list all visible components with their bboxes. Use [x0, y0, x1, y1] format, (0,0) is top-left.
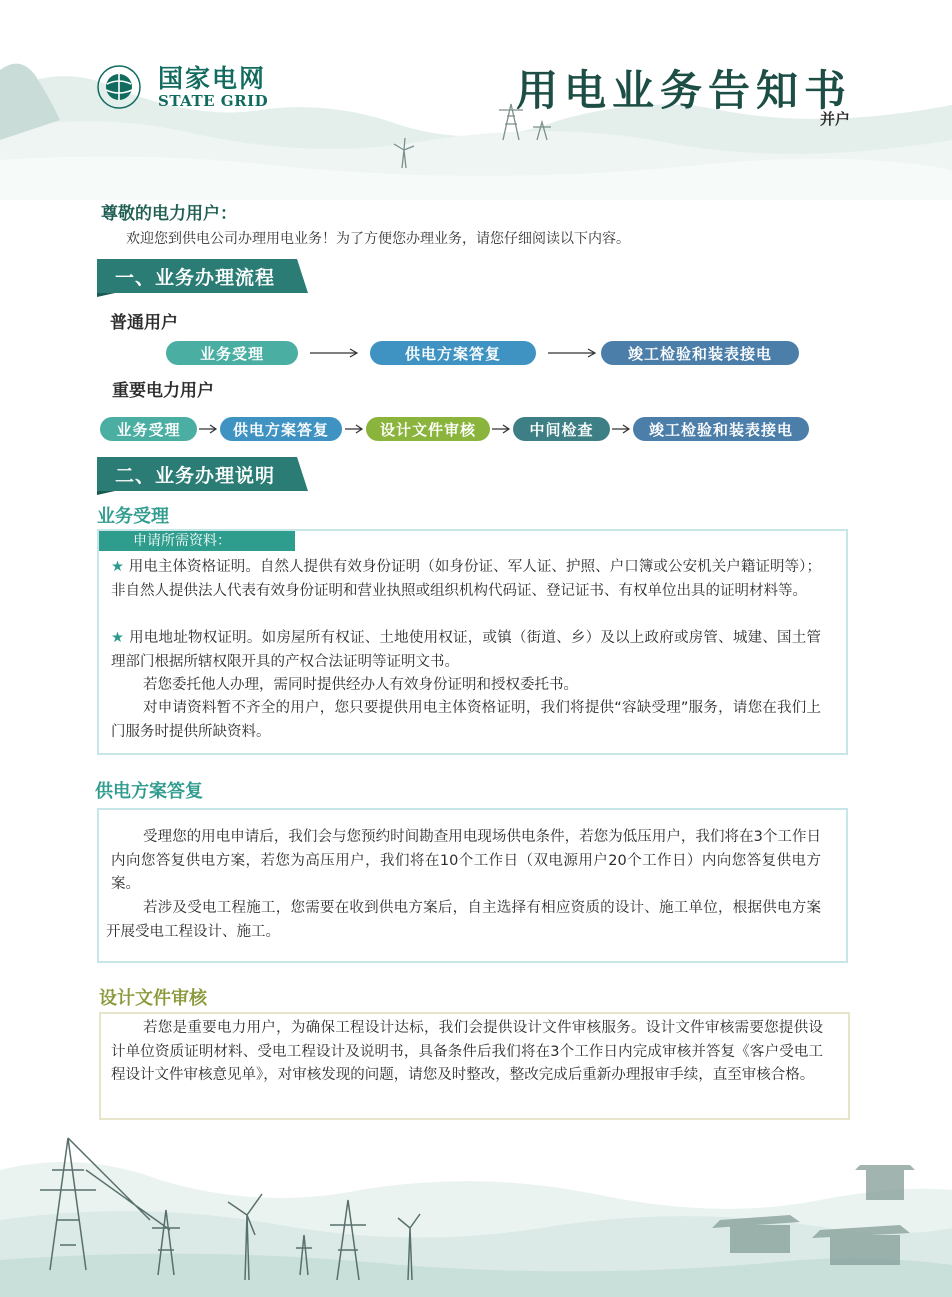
- star-icon: ★: [111, 630, 130, 646]
- section1-title: 一、业务办理流程: [115, 267, 276, 289]
- acceptance-box: [97, 529, 848, 755]
- supply-plan-box: [97, 808, 848, 963]
- section2-banner: [97, 457, 309, 491]
- acceptance-item-4: 对申请资料暂不齐全的用户，您只要提供用电主体资格证明，我们将提供“容缺受理”服务，请您在我们上门服务时提供所缺资料。: [111, 700, 821, 740]
- state-grid-logo: [96, 64, 268, 110]
- page-title: 用电业务告知书: [515, 66, 852, 115]
- design-review-title: 设计文件审核: [99, 988, 207, 1009]
- flow-normal-step-3: 竣工检验和装表接电: [601, 341, 799, 365]
- flow-important-step-5: 竣工检验和装表接电: [633, 417, 809, 441]
- acceptance-title: 业务受理: [97, 506, 169, 527]
- arrow-right-icon: [492, 422, 512, 436]
- flow-normal-step-1: 业务受理: [166, 341, 298, 365]
- logo-chinese-name: 国家电网: [158, 64, 267, 93]
- flow-important-step-2: 供电方案答复: [220, 417, 342, 441]
- design-review-para: 若您是重要电力用户，为确保工程设计达标，我们会提供设计文件审核服务。设计文件审核需要您提供设计单位资质证明材料、受电工程设计及说明书，具备条件后我们将在3个工作日内完成审核并答复《客户受电工程设计文件审核意见单》，对审核发现的问题，请您及时整改，整改完成后重新办理报审手续，直至审核合格。: [111, 1020, 823, 1083]
- important-user-label: 重要电力用户: [112, 381, 214, 401]
- section2-title: 二、业务办理说明: [115, 465, 276, 487]
- greeting: 尊敬的电力用户：: [101, 204, 237, 224]
- supply-plan-para-1: 受理您的用电申请后，我们会与您预约时间勘查用电现场供电条件，若您为低压用户，我们将在3个工作日内向您答复供电方案，若您为高压用户，我们将在10个工作日（双电源用户20个工作日）内向您答复供电方案。: [111, 829, 821, 892]
- logo-english-name: STATE GRID: [158, 92, 269, 110]
- supply-plan-para-2: 若涉及受电工程施工，您需要在收到供电方案后，自主选择有相应资质的设计、施工单位，根据供电方案开展受电工程设计、施工。: [106, 900, 821, 940]
- supply-plan-title: 供电方案答复: [95, 781, 203, 802]
- required-docs-tag: 申请所需资料：: [99, 531, 295, 551]
- footer-landscape: [0, 1110, 952, 1297]
- page-subtitle: 并户: [819, 110, 850, 128]
- flow-important-step-3: 设计文件审核: [366, 417, 490, 441]
- arrow-right-icon: [310, 346, 360, 360]
- flow-important-step-4: 中间检查: [513, 417, 610, 441]
- flow-important-step-1: 业务受理: [100, 417, 197, 441]
- acceptance-item-1: ★ 用电主体资格证明。自然人提供有效身份证明（如身份证、军人证、护照、户口簿或公安机关户籍证明等）；非自然人提供法人代表有效身份证明和营业执照或组织机构代码证、登记证书、有权单位出具的证明材料等。: [111, 559, 822, 599]
- star-icon: ★: [111, 559, 129, 575]
- globe-logo-icon: [96, 64, 142, 110]
- section1-banner: [97, 259, 309, 293]
- arrow-right-icon: [548, 346, 598, 360]
- arrow-right-icon: [345, 422, 365, 436]
- acceptance-item-2: ★ 用电地址物权证明。如房屋所有权证、土地使用权证，或镇（街道、乡）及以上政府或房管、城建、国土管理部门根据所辖权限开具的产权合法证明等证明文书。: [111, 630, 821, 670]
- acceptance-item-3: 若您委托他人办理，需同时提供经办人有效身份证明和授权委托书。: [143, 677, 578, 693]
- arrow-right-icon: [612, 422, 632, 436]
- normal-user-label: 普通用户: [110, 313, 178, 333]
- intro-text: 欢迎您到供电公司办理用电业务！为了方便您办理业务，请您仔细阅读以下内容。: [126, 231, 630, 247]
- flow-normal-step-2: 供电方案答复: [370, 341, 536, 365]
- arrow-right-icon: [199, 422, 219, 436]
- design-review-box: [99, 1012, 850, 1120]
